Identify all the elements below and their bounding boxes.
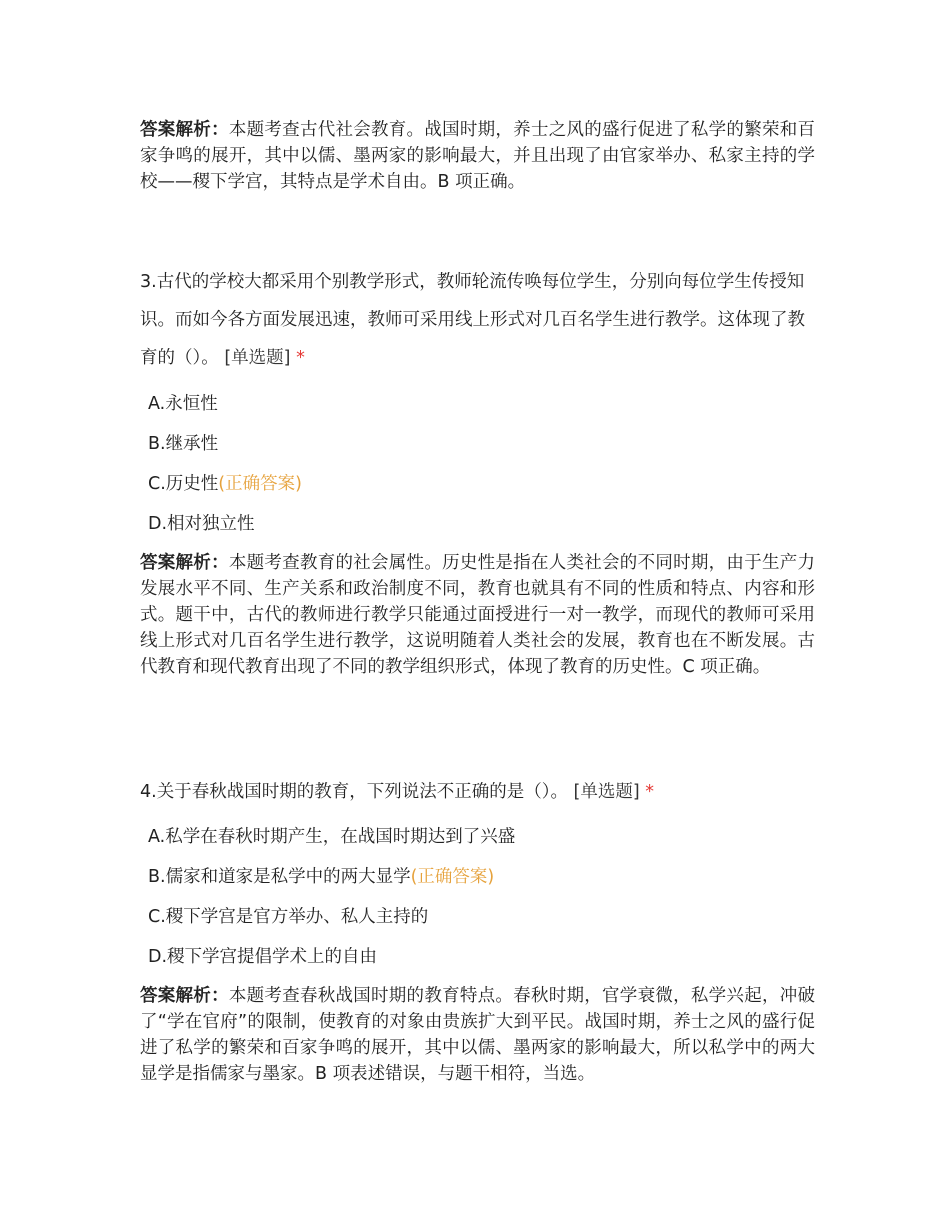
option-b: B.儒家和道家是私学中的两大显学(正确答案) xyxy=(148,867,495,887)
analysis-text: 本题考查教育的社会属性。历史性是指在人类社会的不同时期，由于生产力发展水平不同、生产关系和政治制度不同，教育也就具有不同的性质和特点、内容和形式。题干中，古代的教师进行教学只能通过面授进行一对一教学，而现代的教师可采用线上形式对几百名学生进行教学，这说明随着人类社会的发展，教育也在不断发展。古代教育和现代教育出现了不同的教学组织形式，体现了教育的历史性。C 项正确。 xyxy=(140,553,816,677)
analysis-text: 本题考查古代社会教育。战国时期，养士之风的盛行促进了私学的繁荣和百家争鸣的展开，其中以儒、墨两家的影响最大，并且出现了由官家举办、私家主持的学校——稷下学宫，其特点是学术自由。B 项正确。 xyxy=(140,120,816,192)
question-text: 4.关于春秋战国时期的教育，下列说法不正确的是（）。 xyxy=(140,782,568,802)
answer-analysis-q3 xyxy=(140,550,815,680)
question-type-tag: [单选题] xyxy=(573,782,640,802)
options-list-q4 xyxy=(148,817,808,977)
analysis-text: 本题考查春秋战国时期的教育特点。春秋时期，官学衰微，私学兴起，冲破了“学在官府”的限制，使教育的对象由贵族扩大到平民。战国时期，养士之风的盛行促进了私学的繁荣和百家争鸣的展开，其中以儒、墨两家的影响最大，所以私学中的两大显学是指儒家与墨家。B 项表述错误，与题干相符，当选。 xyxy=(140,986,816,1084)
answer-analysis-q2 xyxy=(140,117,815,195)
option-b: B.继承性 xyxy=(148,434,219,454)
option-a: A.永恒性 xyxy=(148,394,218,414)
option-d: D.相对独立性 xyxy=(148,514,255,534)
answer-analysis-q4 xyxy=(140,983,815,1087)
correct-answer-tag: (正确答案) xyxy=(410,867,495,887)
correct-answer-tag: (正确答案) xyxy=(218,474,302,494)
question-type-tag: [单选题] xyxy=(224,348,291,368)
options-list-q3 xyxy=(148,384,808,544)
required-mark: * xyxy=(645,782,655,802)
option-a: A.私学在春秋时期产生，在战国时期达到了兴盛 xyxy=(148,827,516,847)
analysis-label: 答案解析： xyxy=(140,120,229,140)
question-text: 3.古代的学校大都采用个别教学形式，教师轮流传唤每位学生，分别向每位学生传授知识。而如今各方面发展迅速，教师可采用线上形式对几百名学生进行教学。这体现了教育的（）。 xyxy=(140,272,805,368)
required-mark: * xyxy=(296,348,305,368)
question-3 xyxy=(140,263,815,377)
option-d: D.稷下学宫提倡学术上的自由 xyxy=(148,947,378,967)
analysis-label: 答案解析： xyxy=(140,986,229,1006)
analysis-label: 答案解析： xyxy=(140,553,229,573)
question-4 xyxy=(140,773,815,811)
option-c: C.稷下学宫是官方举办、私人主持的 xyxy=(148,907,429,927)
option-c: C.历史性(正确答案) xyxy=(148,474,302,494)
